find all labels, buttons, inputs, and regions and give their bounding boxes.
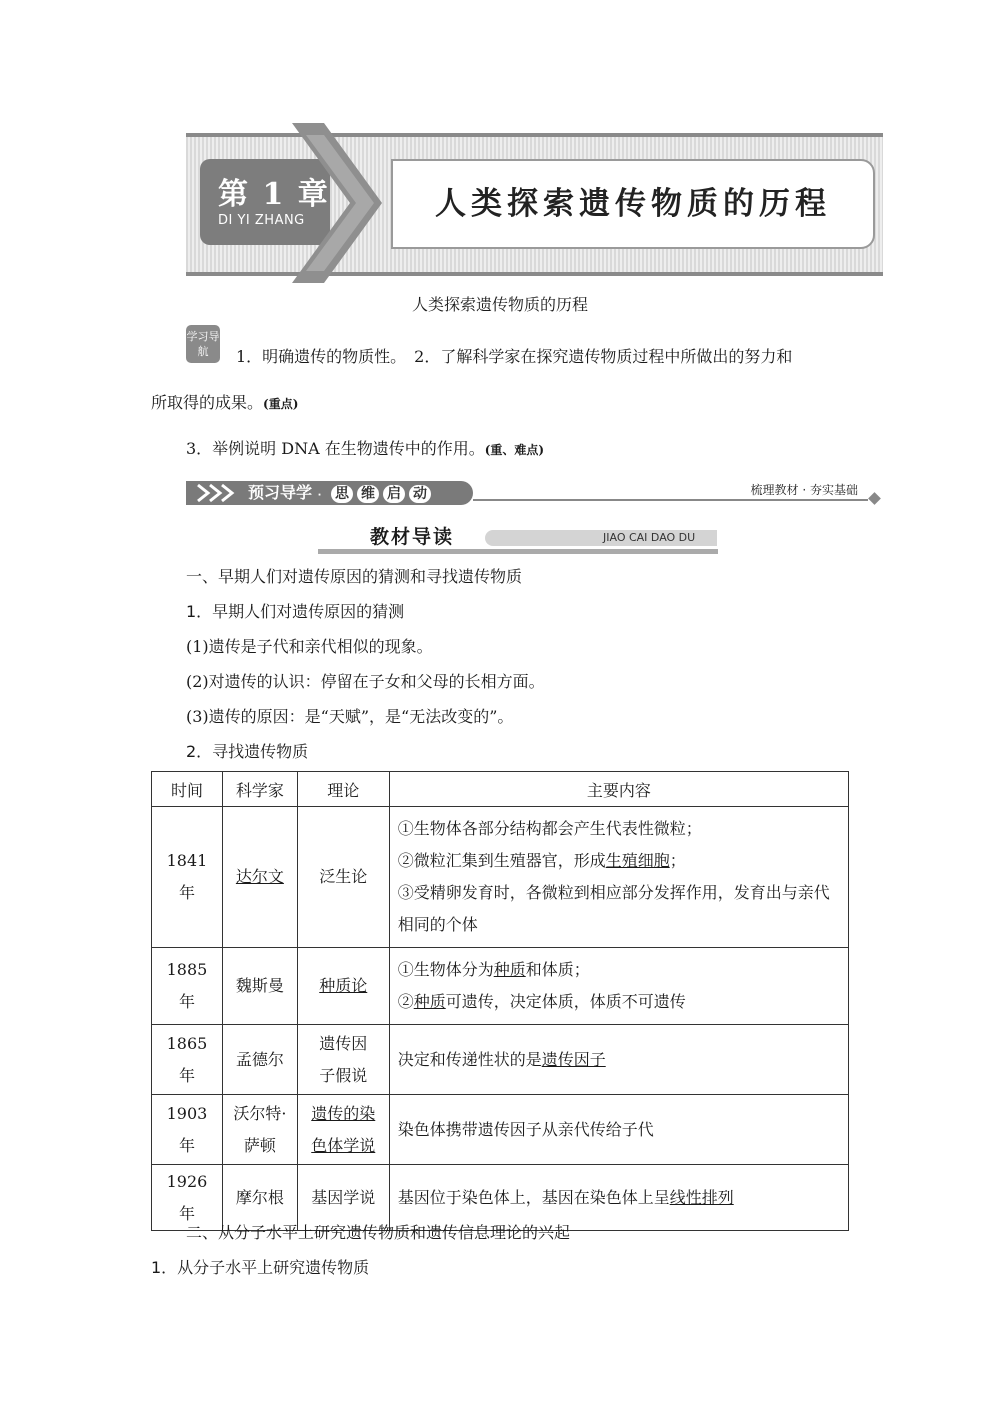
textbook-guide-title: 教材导读: [370, 526, 455, 548]
objective-line-3-text: 3．举例说明 DNA 在生物遗传中的作用。: [186, 439, 485, 458]
theory-cell: 遗传的染 色体学说: [297, 1095, 389, 1165]
year-cell: 1885 年: [152, 948, 223, 1025]
preview-section-bar: [186, 481, 876, 505]
section-title: 预习导学 · 思 维 启 动: [248, 481, 431, 508]
textbook-guide-header: [318, 522, 718, 548]
heading-2-1: 1．从分子水平上研究遗传物质: [151, 1258, 370, 1277]
scientist-cell: 孟德尔: [222, 1025, 297, 1095]
theory-cell: 泛生论: [297, 807, 389, 948]
section-dark-tab: [186, 481, 473, 505]
chapter-number: 第 1 章: [218, 177, 330, 212]
theory-cell: 遗传因 子假说: [297, 1025, 389, 1095]
paragraph-1: (1)遗传是子代和亲代相似的现象。: [186, 637, 433, 656]
diamond-icon: [868, 492, 881, 505]
objective-line-1: 1．明确遗传的物质性。 2．了解科学家在探究遗传物质过程中所做出的努力和: [236, 347, 793, 366]
section-chip: 维: [357, 485, 379, 503]
scientist-cell: 魏斯曼: [222, 948, 297, 1025]
table-row: [152, 948, 849, 1025]
heading-1: 一、早期人们对遗传原因的猜测和寻找遗传物质: [186, 567, 523, 586]
content-cell: ①生物体分为种质和体质； ②种质可遗传，决定体质，体质不可遗传: [389, 948, 848, 1025]
textbook-guide-pinyin: JIAO CAI DAO DU: [603, 531, 696, 544]
heading-1-1: 1．早期人们对遗传原因的猜测: [186, 602, 405, 621]
content-cell: 决定和传递性状的是遗传因子: [389, 1025, 848, 1095]
objective-line-3: [186, 438, 544, 461]
chapter-title: 人类探索遗传物质的历程: [435, 186, 831, 222]
year-cell: 1926 年: [152, 1165, 223, 1231]
section-title-text: 预习导学: [248, 483, 313, 502]
difficulty-tag: (重、难点): [484, 443, 545, 457]
objective-line-2: [151, 392, 298, 415]
double-chevron-icon: [194, 483, 244, 503]
scientist-cell: 沃尔特· 萨顿: [222, 1095, 297, 1165]
section-chip: 动: [409, 485, 431, 503]
theory-cell: 种质论: [297, 948, 389, 1025]
header-time: 时间: [152, 772, 223, 807]
year-cell: 1903 年: [152, 1095, 223, 1165]
scientist-cell: 达尔文: [222, 807, 297, 948]
header-underline: [318, 549, 718, 554]
header-content: 主要内容: [389, 772, 848, 807]
genetics-history-table: [151, 771, 849, 1231]
page-subtitle: 人类探索遗传物质的历程: [411, 295, 588, 314]
table-header-row: [152, 772, 849, 807]
content-cell: 基因位于染色体上，基因在染色体上呈线性排列: [389, 1165, 848, 1231]
table-row: [152, 1025, 849, 1095]
section-divider: [473, 499, 868, 501]
year-cell: 1841 年: [152, 807, 223, 948]
textbook-guide-pinyin-box: [485, 530, 717, 546]
paragraph-2: (2)对遗传的认识：停留在子女和父母的长相方面。: [186, 672, 545, 691]
chevron-arrow-icon: [282, 123, 392, 283]
header-scientist: 科学家: [222, 772, 297, 807]
paragraph-3: (3)遗传的原因：是“天赋”，是“无法改变的”。: [186, 707, 514, 726]
table-row: [152, 1095, 849, 1165]
section-chip: 启: [383, 485, 405, 503]
heading-1-2: 2．寻找遗传物质: [186, 742, 309, 761]
heading-2: 二、从分子水平上研究遗传物质和遗传信息理论的兴起: [186, 1223, 571, 1242]
table-row: [152, 807, 849, 948]
content-cell: ①生物体各部分结构都会产生代表性微粒； ②微粒汇集到生殖器官，形成生殖细胞； ③受精卵发育时，各微粒到相应部分发挥作用，发育出与亲代相同的个体: [389, 807, 848, 948]
section-chip: 思: [331, 485, 353, 503]
section-right-caption: 梳理教材 · 夯实基础: [750, 483, 858, 497]
key-point-tag: (重点): [263, 397, 299, 411]
chapter-title-box: [391, 159, 875, 249]
scientist-cell: 摩尔根: [222, 1165, 297, 1231]
objective-line-2-text: 所取得的成果。: [151, 393, 264, 412]
chapter-banner: [186, 133, 883, 276]
theory-cell: 基因学说: [297, 1165, 389, 1231]
chapter-pinyin: DI YI ZHANG: [218, 213, 305, 228]
header-theory: 理论: [297, 772, 389, 807]
content-cell: 染色体携带遗传因子从亲代传给子代: [389, 1095, 848, 1165]
table-row: [152, 1165, 849, 1231]
study-nav-badge: 学习导航: [186, 325, 220, 363]
year-cell: 1865 年: [152, 1025, 223, 1095]
